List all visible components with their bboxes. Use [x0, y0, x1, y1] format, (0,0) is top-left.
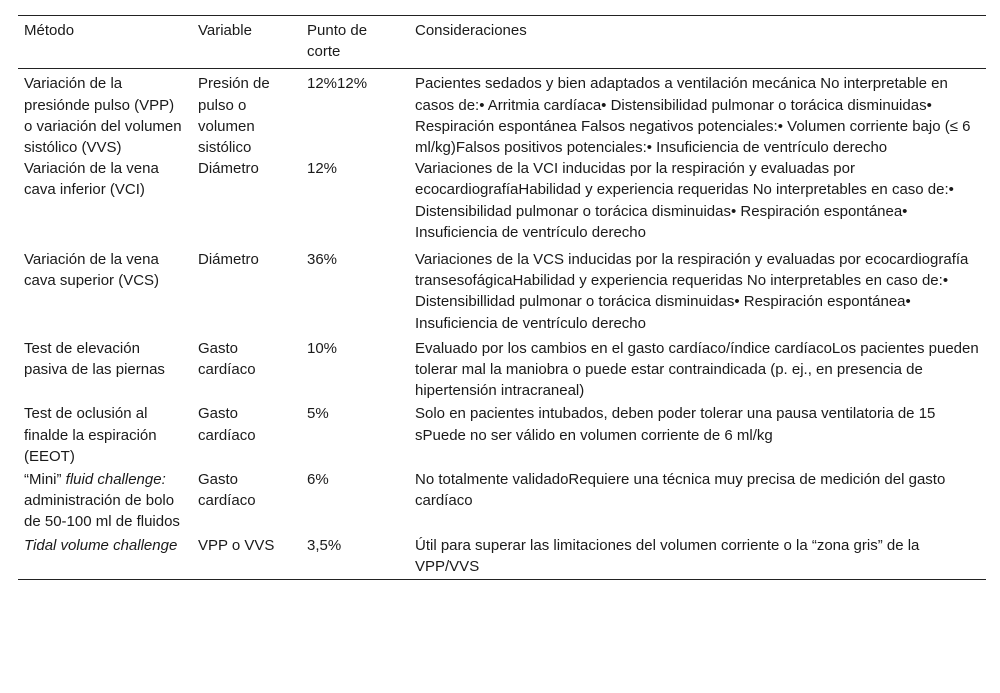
cell-variable: Gasto cardíaco — [198, 471, 256, 510]
cell-metodo — [18, 469, 192, 535]
cell-metodo: Variación de la presiónde pulso (VPP) o variación del volumen sistólico (VVS) — [24, 75, 182, 157]
cell-metodo: Variación de la vena cava inferior (VCI) — [24, 160, 159, 199]
table-row — [18, 403, 986, 469]
table-row — [18, 338, 986, 404]
table-row — [18, 158, 986, 249]
table-row — [18, 69, 986, 158]
cell-consideraciones: Variaciones de la VCI inducidas por la respiración y evaluadas por ecocardiografíaHabilidad y experiencia requeridas No interpretables en caso de:• Distensibilidad pulmonar o torácica disminuidas• Respiración espontánea• Insuficiencia de ventrículo derecho — [415, 160, 954, 241]
cell-punto-de-corte: 12% — [307, 160, 338, 178]
header-row — [18, 16, 986, 69]
cell-metodo: Variación de la vena cava superior (VCS) — [24, 251, 160, 290]
table-row — [18, 469, 986, 535]
cell-punto-de-corte: 10% — [307, 339, 338, 357]
header-metodo: Método — [24, 22, 75, 39]
cell-punto-de-corte: 36% — [307, 251, 338, 269]
table-row — [18, 249, 986, 338]
cell-consideraciones: Evaluado por los cambios en el gasto cardíaco/índice cardíacoLos pacientes pueden tolerar mal la maniobra o puede estar contraindicada (p. ej., en presencia de hipertensión intracraneal) — [415, 339, 979, 400]
cell-variable: Diámetro — [198, 160, 259, 178]
header-punto-de-corte: Punto de corte — [307, 22, 368, 61]
header-consideraciones: Consideraciones — [415, 22, 527, 39]
cell-punto-de-corte: 3,5% — [307, 536, 342, 554]
cell-variable: Gasto cardíaco — [198, 405, 256, 444]
cell-consideraciones: Pacientes sedados y bien adaptados a ventilación mecánica No interpretable en casos de:• Arritmia cardíaca• Distensibilidad pulmonar o torácica disminuidas• Respiración espontánea Falsos negativos potenciales:• Volumen corriente bajo (≤ 6 ml/kg)Falsos positivos potenciales:• Insuficiencia de ventrículo derecho — [415, 75, 971, 157]
cell-punto-de-corte: 12%12% — [307, 75, 368, 93]
metodo-italic: fluid challenge: — [65, 471, 166, 489]
cell-punto-de-corte: 5% — [307, 405, 329, 423]
header-variable: Variable — [198, 22, 252, 39]
cell-consideraciones: Variaciones de la VCS inducidas por la respiración y evaluadas por ecocardiografía transesofágicaHabilidad y experiencia requeridas No interpretables en caso de:• Distensibillidad pulmonar o torácica disminuidas• Respiración espontánea• Insuficiencia de ventrículo derecho — [415, 251, 969, 332]
metodo-quote: “Mini” — [24, 471, 62, 489]
cell-consideraciones: Solo en pacientes intubados, deben poder tolerar una pausa ventilatoria de 15 sPuede no ser válido en volumen corriente de 6 ml/kg — [415, 405, 936, 444]
cell-consideraciones: Útil para superar las limitaciones del volumen corriente o la “zona gris” de la VPP/VVS — [415, 536, 920, 575]
cell-metodo — [18, 535, 192, 580]
cell-punto-de-corte: 6% — [307, 471, 329, 489]
cell-variable: Gasto cardíaco — [198, 339, 256, 379]
cell-metodo: Test de oclusión al finalde la espiración (EEOT) — [24, 405, 157, 465]
cell-variable: Presión de pulso o volumen sistólico — [198, 75, 270, 157]
cell-variable: Diámetro — [198, 251, 259, 269]
metodo-rest: administración de bolo de 50-100 ml de fluidos — [24, 492, 180, 531]
cell-metodo: Test de elevación pasiva de las piernas — [24, 339, 165, 379]
fluid-responsiveness-table — [18, 15, 986, 580]
cell-variable: VPP o VVS — [198, 536, 275, 554]
table-row — [18, 535, 986, 580]
metodo-italic: Tidal volume challenge — [24, 536, 178, 554]
cell-consideraciones: No totalmente validadoRequiere una técnica muy precisa de medición del gasto cardíaco — [415, 471, 946, 510]
